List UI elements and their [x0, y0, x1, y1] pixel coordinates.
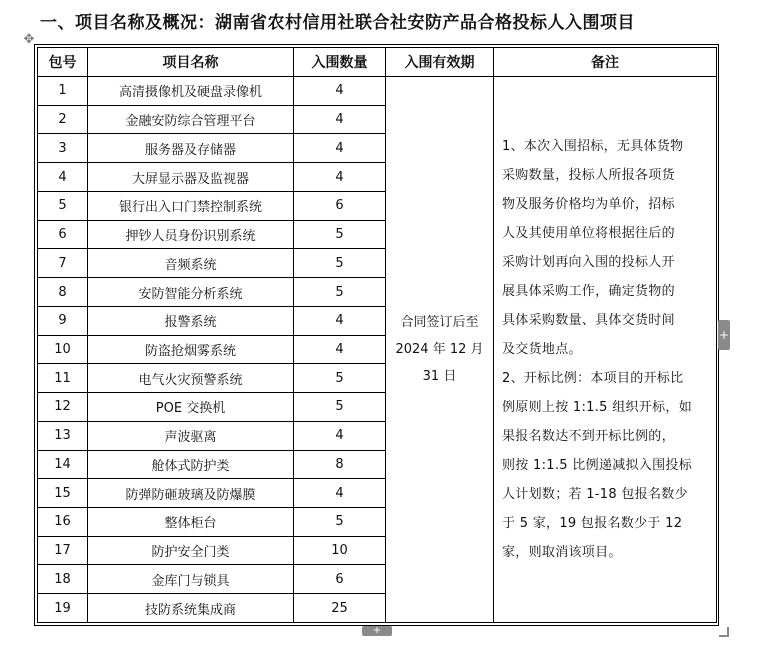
cell-project-name: 大屏显示器及监视器 — [88, 163, 294, 192]
cell-quantity: 25 — [294, 594, 386, 623]
cell-package-no: 14 — [38, 450, 88, 479]
header-package-no: 包号 — [38, 48, 88, 77]
cell-package-no: 18 — [38, 565, 88, 594]
remark-line: 具体采购数量、具体交货时间 — [502, 313, 675, 328]
cell-project-name: 技防系统集成商 — [88, 594, 294, 623]
header-remark: 备注 — [494, 48, 717, 77]
cell-package-no: 11 — [38, 364, 88, 393]
cell-project-name: 押钞人员身份识别系统 — [88, 220, 294, 249]
cell-project-name: 报警系统 — [88, 306, 294, 335]
cell-package-no: 13 — [38, 421, 88, 450]
cell-quantity: 4 — [294, 77, 386, 106]
cell-project-name: 防弹防砸玻璃及防爆膜 — [88, 479, 294, 508]
remark-line: 人及其使用单位将根据往后的 — [502, 226, 675, 241]
remark-line: 果报名数达不到开标比例的， — [502, 429, 675, 444]
cell-quantity: 5 — [294, 220, 386, 249]
cell-package-no: 4 — [38, 163, 88, 192]
cell-quantity: 4 — [294, 335, 386, 364]
cell-quantity: 5 — [294, 249, 386, 278]
cell-project-name: 声波驱离 — [88, 421, 294, 450]
cell-package-no: 16 — [38, 508, 88, 537]
cell-quantity: 4 — [294, 105, 386, 134]
cell-project-name: 整体柜台 — [88, 508, 294, 537]
cell-project-name: 音频系统 — [88, 249, 294, 278]
resize-icon[interactable] — [719, 627, 729, 637]
cell-package-no: 15 — [38, 479, 88, 508]
validity-line: 合同签订后至 — [400, 315, 479, 330]
cell-package-no: 12 — [38, 393, 88, 422]
cell-quantity: 4 — [294, 479, 386, 508]
cell-project-name: POE 交换机 — [88, 393, 294, 422]
cell-validity — [386, 77, 494, 623]
remark-line: 物及服务价格均为单价，招标 — [502, 197, 675, 212]
remark-line: 展具体采购工作，确定货物的 — [502, 284, 675, 299]
cell-package-no: 6 — [38, 220, 88, 249]
cell-project-name: 电气火灾预警系统 — [88, 364, 294, 393]
remark-line: 人计划数；若 1-18 包报名数少 — [502, 487, 688, 502]
header-validity: 入围有效期 — [386, 48, 494, 77]
cell-package-no: 10 — [38, 335, 88, 364]
remark-line: 2、开标比例：本项目的开标比 — [502, 371, 684, 386]
cell-project-name: 银行出入口门禁控制系统 — [88, 191, 294, 220]
header-project-name: 项目名称 — [88, 48, 294, 77]
cell-quantity: 6 — [294, 565, 386, 594]
remark-line: 采购计划再向入围的投标人开 — [502, 255, 675, 270]
add-column-icon[interactable]: + — [718, 320, 730, 350]
validity-line: 31 日 — [422, 369, 457, 384]
remark-line: 1、本次入围招标，无具体货物 — [502, 139, 684, 154]
cell-package-no: 5 — [38, 191, 88, 220]
cell-package-no: 8 — [38, 278, 88, 307]
remark-line: 则按 1:1.5 比例递减拟入围投标 — [502, 458, 692, 473]
cell-quantity: 4 — [294, 421, 386, 450]
cell-quantity: 5 — [294, 364, 386, 393]
remark-line: 采购数量，投标人所报各项货 — [502, 168, 675, 183]
header-quantity: 入围数量 — [294, 48, 386, 77]
table-row — [38, 77, 717, 106]
cell-quantity: 10 — [294, 536, 386, 565]
remark-line: 及交货地点。 — [502, 342, 582, 357]
cell-quantity: 5 — [294, 393, 386, 422]
table-header-row — [38, 48, 717, 77]
validity-line: 2024 年 12 月 — [395, 342, 484, 357]
cell-quantity: 4 — [294, 163, 386, 192]
remark-line: 例原则上按 1:1.5 组织开标，如 — [502, 400, 692, 415]
cell-project-name: 舱体式防护类 — [88, 450, 294, 479]
cell-quantity: 4 — [294, 134, 386, 163]
cell-project-name: 高清摄像机及硬盘录像机 — [88, 77, 294, 106]
cell-project-name: 服务器及存储器 — [88, 134, 294, 163]
cell-package-no: 7 — [38, 249, 88, 278]
cell-package-no: 19 — [38, 594, 88, 623]
candidate-table — [37, 47, 717, 623]
cell-package-no: 9 — [38, 306, 88, 335]
cell-project-name: 防盗抢烟雾系统 — [88, 335, 294, 364]
cell-package-no: 2 — [38, 105, 88, 134]
cell-project-name: 金库门与锁具 — [88, 565, 294, 594]
cell-quantity: 8 — [294, 450, 386, 479]
add-row-icon[interactable]: + — [362, 626, 392, 636]
move-icon[interactable]: ✥ — [23, 32, 35, 47]
cell-quantity: 6 — [294, 191, 386, 220]
cell-quantity: 4 — [294, 306, 386, 335]
cell-package-no: 1 — [38, 77, 88, 106]
cell-quantity: 5 — [294, 508, 386, 537]
cell-quantity: 5 — [294, 278, 386, 307]
remark-line: 于 5 家，19 包报名数少于 12 — [502, 516, 683, 531]
cell-package-no: 17 — [38, 536, 88, 565]
cell-project-name: 安防智能分析系统 — [88, 278, 294, 307]
cell-project-name: 防护安全门类 — [88, 536, 294, 565]
cell-project-name: 金融安防综合管理平台 — [88, 105, 294, 134]
table-frame — [34, 44, 719, 626]
remark-line: 家，则取消该项目。 — [502, 545, 622, 560]
page-heading: 一、项目名称及概况：湖南省农村信用社联合社安防产品合格投标人入围项目 — [40, 13, 635, 33]
cell-remark — [494, 77, 717, 623]
cell-package-no: 3 — [38, 134, 88, 163]
